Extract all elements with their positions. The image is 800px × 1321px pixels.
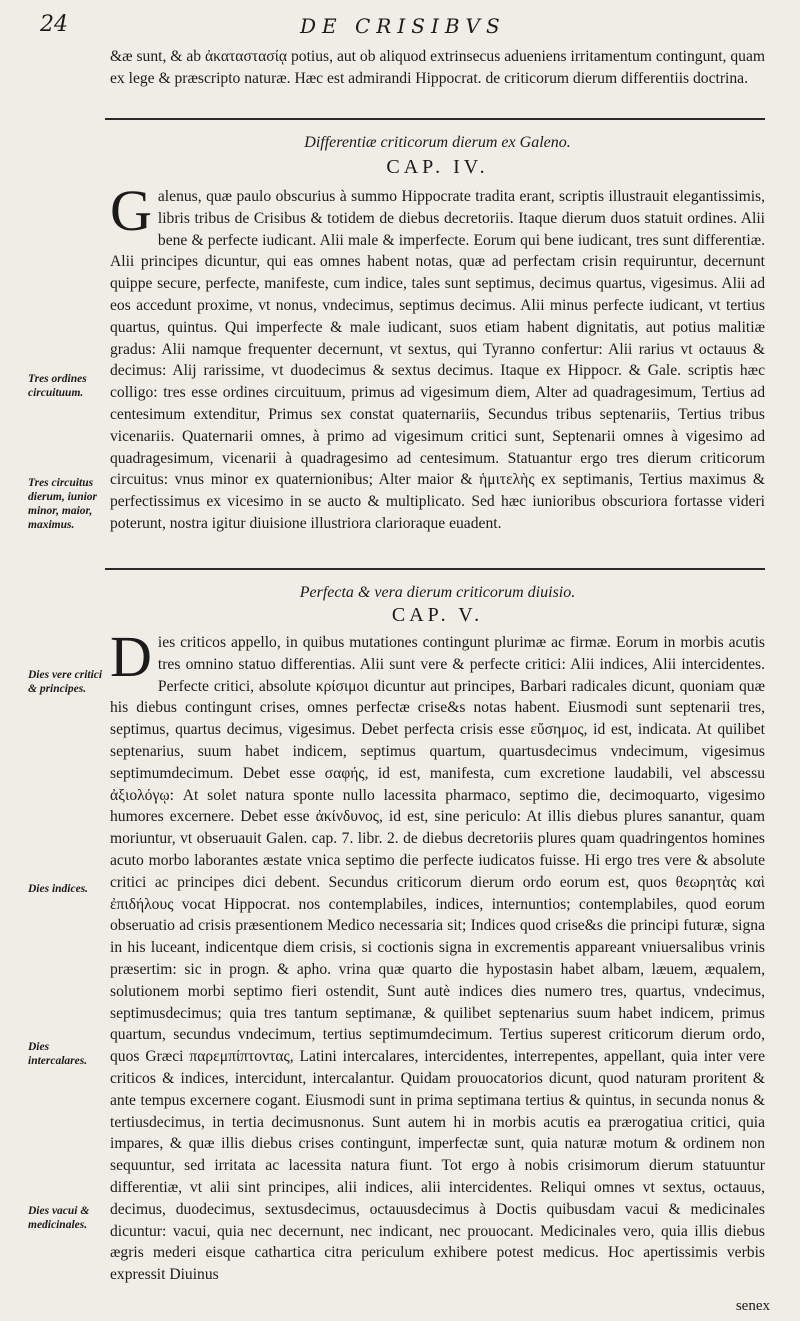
chapter-5-dropcap: D: [110, 624, 152, 689]
section-divider-2: [105, 568, 765, 570]
margin-note-tres-circuitus: Tres circuitus dierum, iunior minor, maior, maximus.: [28, 477, 98, 531]
chapter-5-body: [110, 624, 765, 1286]
chapter-4-heading: CAP. IV.: [386, 156, 489, 178]
page-number: 24: [40, 12, 68, 37]
intro-text: &æ sunt, & ab ἀκαταστασίᾳ potius, aut ob aliquod extrinsecus adueniens irritamentum contingunt, quam ex lege & præscripto naturæ. Hæc est admirandi Hippocrat. de criticorum dierum differentiis doctrina.: [110, 48, 765, 87]
page-header: [0, 10, 800, 40]
running-head: DE CRISIBVS: [300, 14, 506, 38]
chapter-5-heading: CAP. V.: [391, 604, 484, 626]
margin-note-tres-ordines: Tres ordines circuituum.: [28, 373, 87, 399]
margin-note-dies-vacui: Dies vacui & medicinales.: [28, 1205, 90, 1231]
margin-note-dies-indices: Dies indices.: [28, 883, 89, 895]
margin-note-dies-vere-critici: Dies vere critici & principes.: [28, 669, 103, 695]
margin-note-dies-intercalares: Dies intercalares.: [28, 1041, 88, 1067]
chapter-4-title: Differentiæ criticorum dierum ex Galeno.: [304, 134, 571, 151]
section-divider-1: [105, 118, 765, 120]
catchword: senex: [735, 1298, 770, 1314]
chapter-4-body: [110, 178, 765, 535]
chapter-5-text: ies criticos appello, in quibus mutationes contingunt plurimæ ac firmæ. Eorum in morbis acutis tres omnino statuo differentias. Alii sunt vere & perfecte critici: Alii indices, Alii intercidentes. Perfecte critici, absolute κρίσιμοι dicuntur aut principes, Barbari radicales dicunt, quoniam quæ his diebus contingunt crises, omnes perfectæ crise&s notas habent. Eiusmodi sunt septenarii tres, septimus, quartus decimus, vigesimus. Debet perfecta crisis esse εὔσημος, id est, indicata. At quilibet septenarius, suum habet indicem, septimus quartum, quartusdecimus vndecimum, vigesimus septimumdecimum. Debet esse σαφής, id est, manifesta, cum excretione laudabili, vel abscessu ἀξιολόγῳ: At solet natura sponte nullo lacessita pharmaco, septimo die, decimoquarto, vigesimo humores excernere. Debet esse ἀκίνδυνος, id est, sine periculo: At illis diebus plures sanantur, quam moriuntur, vt obseruauit Galen. cap. 7. libr. 2. de diebus decretoriis plures quam quadringentos homines acuto morbo laborantes æstate vnica septimo die perfecte iudicatos fuisse. Hi ergo tres vere & absolute critici ac principes dici debent. Secundus criticorum dierum ordo eorum est, quos θεωρητὰς καὶ ἐπιδήλους vocat Hippocrat. nos contemplabiles, indices, internuntios; contemplabiles, quod eorum obseruatio ad crisis præsentionem Medico necessaria sit; Indices quod crise&s die principi futuræ, signa in his luceant, indicentque diem crisis, si coctionis signa in excrementis appareant vniuersalibus vrinis præsertim: sic in progn. & apho. vrina quæ quarto die hypostasin habet albam, læuem, æqualem, solutionem morbi septimo fieri ostendit, Sunt autè indices dies numero tres, quartus, vndecimus, septimusdecimus; quia tres tantum septimanæ, & quilibet septenarius suum habet indicem, primus quartum, secundus vndecimum, tertius septimumdecimum. Tertius superest criticorum dierum ordo, quos Græci παρεμπίπτοντας, Latini intercalares, intercidentes, interrepentes, appellant, quia inter vere criticos & indices, intercidunt, intercalantur. Quidam prouocatorios dicunt, quod naturam proritent & ante tempus excernere cogant. Eiusmodi sunt in prima septimana tertius & quintus, in secunda nonus & tertiusdecimus, in tertia decimusnonus. Sunt autem hi in morbis acutis ea prærogatiua critici, quia impares, & quæ illis diebus crises contingunt, imperfectæ sunt, quia naturæ motum & ordinem non sequuntur, sed irritata ac lacessita natura fiunt. Tot ergo à nobis crisimorum dierum statuuntur differentiæ, vt alii sint principes, alii indices, alii intercidentes. Reliqui omnes vt sextus, octauus, decimus, duodecimus, sextusdecimus, octauusdecimus à Doctis quibusdam vacui & medicinales dicuntur: vacui, quia nec decernunt, nec indicant, nec prouocant. Medicinales vero, quia illis diebus ægris mederi eisque cathartica citra periculum exhibere potest medicus. Hoc apertissimis verbis expressit Diuinus: [110, 634, 765, 1284]
chapter-4-dropcap: G: [110, 178, 152, 243]
intro-paragraph: [110, 46, 765, 90]
chapter-4-text: alenus, quæ paulo obscurius à summo Hippocrate tradita erant, scriptis illustrauit elegantissimis, libris tribus de Crisibus & totidem de diebus decretoriis. Itaque dierum duos statuit ordines. Alii bene & perfecte iudicant. Alii male & imperfecte. Eorum qui bene iudicant, tres sunt differentiæ. Alii principes dicuntur, qui eas omnes habent notas, quæ ad perfectam crisin requiruntur, decernunt quippe secure, perfecte, manifeste, cum indice, tales sunt septimus, decimus quartus, vigesimus. Alii ad eos accedunt proxime, vt nonus, vndecimus, septimus decimus. Alii minus perfecte iudicant, vt tertius quartus, quintus. Qui imperfecte & male iudicant, suos etiam habent dignitatis, aut potius malitiæ gradus: Alii namque frequenter decernunt, vt sextus, qui Tyranno confertur: Alii rarius vt octauus & decimus: Alij rarissime, vt duodecimus & sextus decimus. Itaque ex Hippocr. & Gale. scriptis hæc colligo: tres esse ordines circuituum, primus ad vigesimum diem, Alter ad quadragesimum, Tertius ad centesimum extenditur, Primus sex constat quaternariis, Secundus tribus septenariis, Tertius tribus vicenariis. Quaternarii omnes, à primo ad vigesimum critici sunt, Septenarii omnes à vigesimo ad quadragesimum, vicenarii à quadragesimo ad centesimum. Statuantur ergo tres dierum criticorum circuitus: vnus minor ex quaternionibus; Alter maior & ἡμιτελὴς ex septimanis, Tertius maximus & perfectissimus ex vicesimo in se aucto & multiplicato. Sed hæc iunioribus obscuriora fortasse videri poterunt, nostra igitur diuisione illustriora clarioraque euadent.: [110, 188, 765, 532]
chapter-5-title: Perfecta & vera dierum criticorum diuisio.: [299, 584, 576, 601]
